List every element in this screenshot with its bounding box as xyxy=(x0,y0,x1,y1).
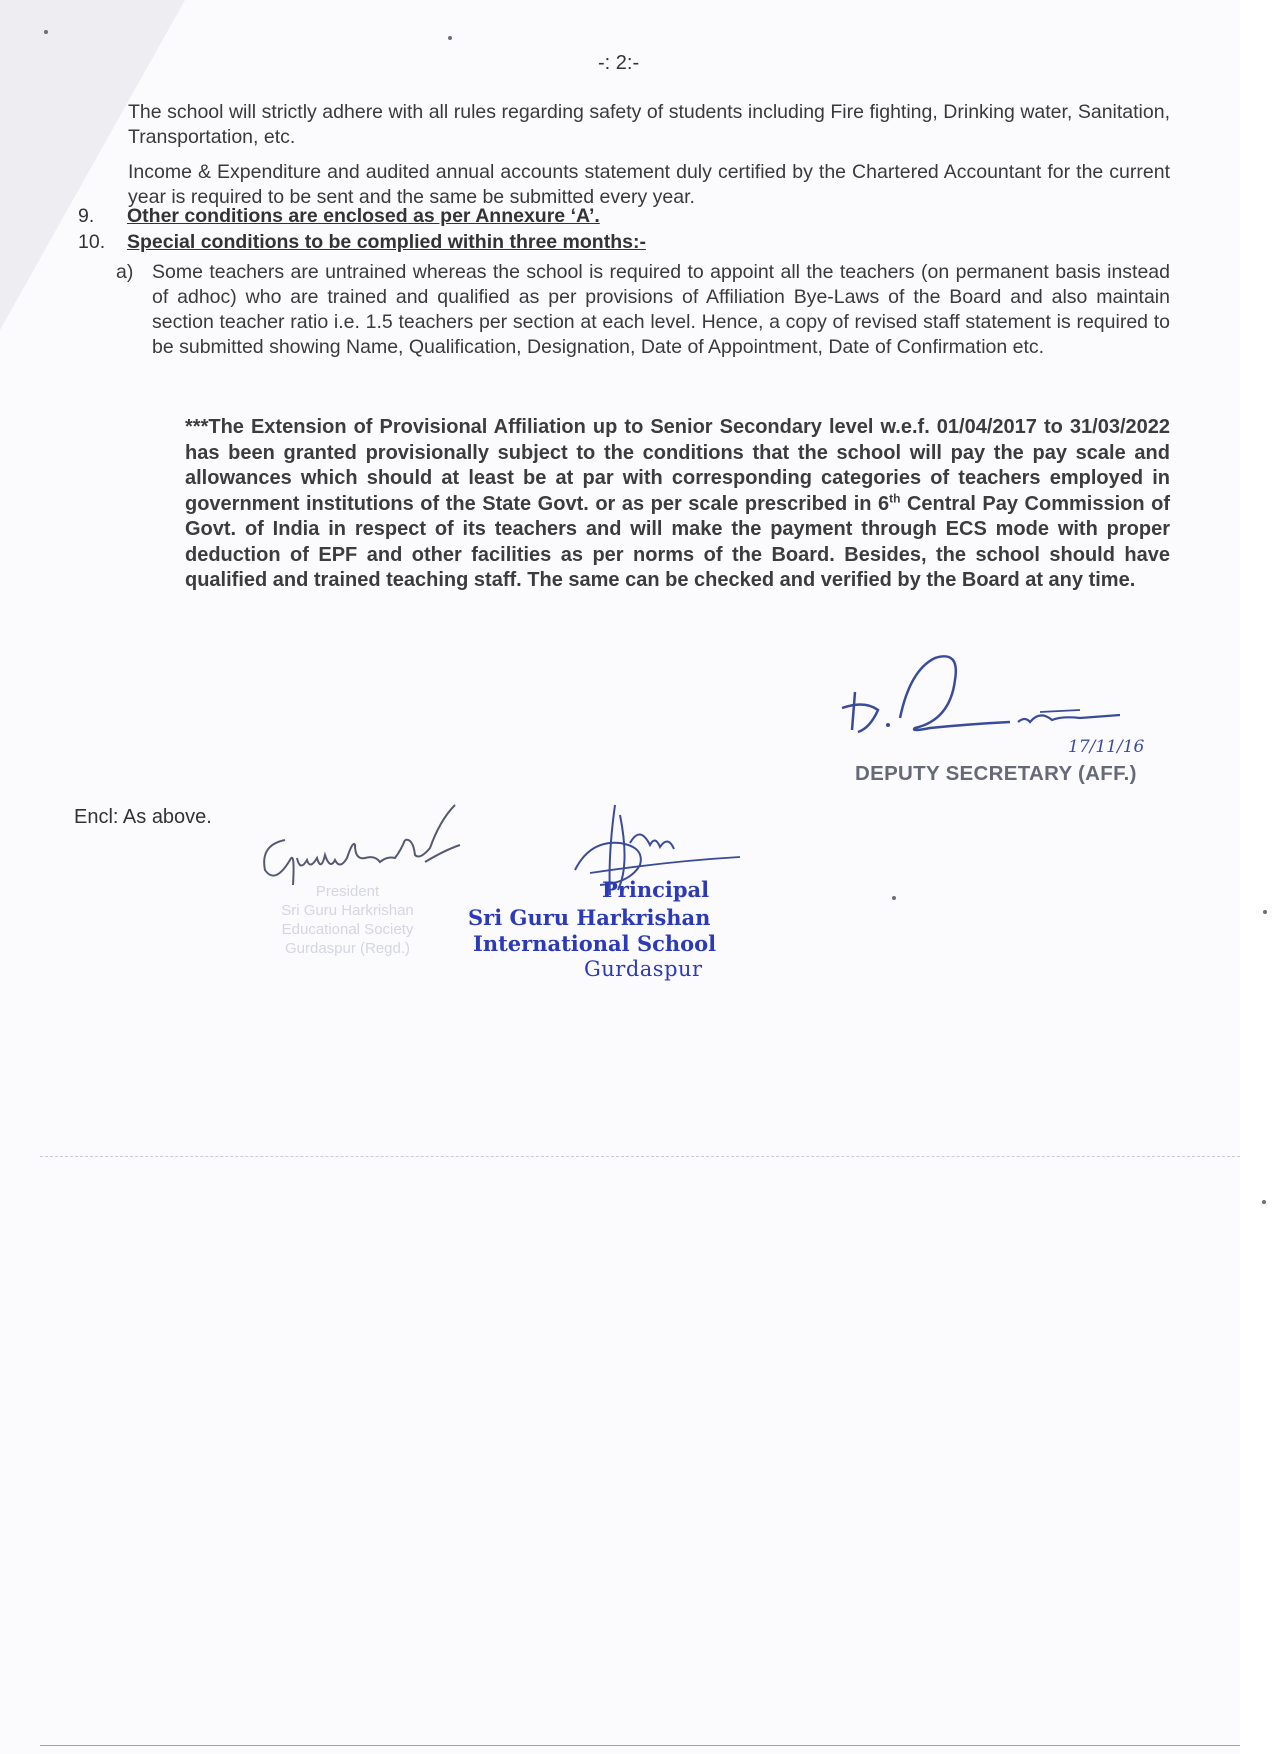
principal-stamp-line: Sri Guru Harkrishan xyxy=(468,905,711,930)
extension-note-part1: ***The Extension of Provisional Affiliation up to Senior Secondary level w.e.f. 01/04/2017 to 31/03/2022 has been granted provisionally subject to the conditions that the school will pay the pay scale and allowances which should at least be at par with corresponding categories of teachers employed in government institutions of the State Govt. or as per scale prescribed in 6 xyxy=(185,416,1170,515)
sub-item-marker: a) xyxy=(116,261,134,283)
condition-item-10 xyxy=(78,230,1078,255)
deputy-secretary-signature xyxy=(840,650,1170,760)
bottom-edge-line xyxy=(40,1745,1240,1746)
faded-society-stamp xyxy=(245,882,450,958)
page-number: -: 2:- xyxy=(598,52,640,74)
item-number: 9. xyxy=(78,205,95,227)
extension-note xyxy=(185,415,1170,594)
principal-stamp-title: Principal xyxy=(602,877,710,902)
deputy-secretary-title: DEPUTY SECRETARY (AFF.) xyxy=(855,762,1137,785)
scan-speck xyxy=(448,36,452,40)
manager-signature xyxy=(255,800,485,890)
extension-note-part2: Central Pay Commission of Govt. of India in respect of its teachers and will make the payment through ECS mode with proper deduction of EPF and other facilities as per norms of the Board. Besides, the school should have qualified and trained teaching staff. The same can be checked and verified by the Board at any time. xyxy=(185,492,1170,591)
extension-note-superscript: th xyxy=(889,490,901,505)
sub-item-a xyxy=(116,260,1170,360)
faded-stamp-line: Gurdaspur (Regd.) xyxy=(284,940,411,957)
accounts-paragraph: Income & Expenditure and audited annual accounts statement duly certified by the Chartered Accountant for the current year is required to be sent and the same be submitted every year. xyxy=(128,161,1170,208)
sub-item-text: Some teachers are untrained whereas the school is required to appoint all the teachers (on permanent basis instead of adhoc) who are trained and qualified as per provisions of Affiliation Bye-Laws of the Board and also maintain section teacher ratio i.e. 1.5 teachers per section at each level. Hence, a copy of revised staff statement is required to be submitted showing Name, Qualification, Designation, Date of Appointment, Date of Confirmation etc. xyxy=(152,261,1170,358)
principal-stamp-line: Gurdaspur xyxy=(584,957,703,981)
fold-line xyxy=(40,1156,1240,1157)
item-heading: Other conditions are enclosed as per Annexure ‘A’. xyxy=(127,205,600,227)
safety-paragraph: The school will strictly adhere with all rules regarding safety of students including Fire fighting, Drinking water, Sanitation, Transportation, etc. xyxy=(128,101,1170,148)
faded-stamp-line: Sri Guru Harkrishan xyxy=(281,902,414,919)
enclosure-note: Encl: As above. xyxy=(74,806,212,828)
condition-item-9 xyxy=(78,204,1078,229)
principal-stamp-line: International School xyxy=(473,931,717,956)
scan-speck xyxy=(1262,1200,1266,1204)
faded-stamp-line: Educational Society xyxy=(281,921,414,938)
scan-edge xyxy=(1240,0,1275,1754)
scan-speck xyxy=(44,30,48,34)
faded-stamp-line: President xyxy=(315,883,380,900)
item-heading: Special conditions to be complied within three months:- xyxy=(127,231,646,253)
scan-speck xyxy=(892,896,896,900)
scan-speck xyxy=(1263,910,1267,914)
item-number: 10. xyxy=(78,231,106,253)
svg-text:17/11/16: 17/11/16 xyxy=(1068,737,1145,757)
